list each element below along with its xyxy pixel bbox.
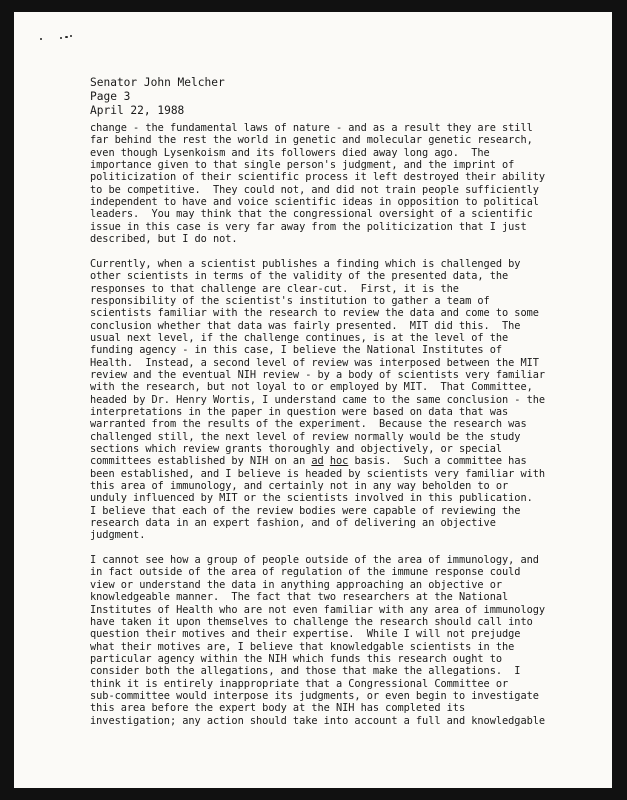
text-line: Institutes of Health who are not even familiar with any area of immunology <box>90 603 546 616</box>
text-line: interpretations in the paper in question were based on data that was <box>90 405 509 418</box>
text-line: funding agency - in this case, I believe the National Institutes of <box>90 344 503 357</box>
paragraph <box>90 258 564 542</box>
text-line: responsibility of the scientist's institution to gather a team of <box>90 294 490 307</box>
scan-speck <box>40 38 42 40</box>
text-line: view or understand the data in anything approaching an objective or <box>90 578 503 591</box>
text-line: been established, and I believe is headed by scientists very familiar with <box>90 467 546 480</box>
text-line: independent to have and voice scientific ideas in opposition to political <box>90 196 539 209</box>
text-line: far behind the rest the world in genetic and molecular genetic research, <box>90 134 533 147</box>
letter-page <box>14 12 612 788</box>
text-line: in fact outside of the area of regulation of the immune response could <box>90 566 521 579</box>
text-line: headed by Dr. Henry Wortis, I understand came to the same conclusion - the <box>90 393 546 406</box>
text-line: issue in this case is very far away from the politicization that I just <box>90 220 527 233</box>
text-line: investigation; any action should take into account a full and knowledgable <box>90 714 546 727</box>
text-line: change - the fundamental laws of nature - and as a result they are still <box>90 122 533 134</box>
scan-speck <box>60 37 62 39</box>
text-line: leaders. You may think that the congressional oversight of a scientific <box>90 208 533 221</box>
text-line: judgment. <box>90 529 146 542</box>
text-line: conclusion whether that data was fairly presented. MIT did this. The <box>90 319 521 332</box>
text-line: with the research, but not loyal to or employed by MIT. That Committee, <box>90 381 533 394</box>
text-line: have taken it upon themselves to challenge the research should call into <box>90 615 533 628</box>
text-line: warranted from the results of the experiment. Because the research was <box>90 418 527 431</box>
text-line: think it is entirely inappropriate that a Congressional Committee or <box>90 677 509 690</box>
text-line: particular agency within the NIH which funds this research ought to <box>90 652 503 665</box>
text-line: responses to that challenge are clear-cut. First, it is the <box>90 282 459 295</box>
text-line: I cannot see how a group of people outside of the area of immunology, and <box>90 554 539 567</box>
text-line: consider both the allegations, and those that make the allegations. I <box>90 665 521 678</box>
letter-date: April 22, 1988 <box>90 104 185 117</box>
page-number: Page 3 <box>90 90 131 103</box>
text-line: to be competitive. They could not, and did not train people sufficiently <box>90 183 539 196</box>
text-line: described, but I do not. <box>90 233 238 246</box>
text-line: sub-committee would interpose its judgments, or even begin to investigate <box>90 689 539 702</box>
text-line: challenged still, the next level of review normally would be the study <box>90 430 521 443</box>
text-line: even though Lysenkoism and its followers died away long ago. The <box>90 146 490 159</box>
text-line: importance given to that single person's judgment, and the imprint of <box>90 159 515 172</box>
text-line: this area before the expert body at the NIH has completed its <box>90 702 466 715</box>
paragraph <box>90 554 564 727</box>
text-line: unduly influenced by MIT or the scientists involved in this publication. <box>90 492 533 505</box>
text-line: this area of immunology, and certainly not in any way beholden to or <box>90 480 509 493</box>
paragraph <box>90 122 564 245</box>
text-line: Currently, when a scientist publishes a finding which is challenged by <box>90 257 521 270</box>
text-line: politicization of their scientific process it left destroyed their ability <box>90 171 546 184</box>
scan-speck <box>70 35 72 37</box>
text-line: review and the eventual NIH review - by a body of scientists very familiar <box>90 368 546 381</box>
text-line: other scientists in terms of the validity of the presented data, the <box>90 270 509 283</box>
text-line: I believe that each of the review bodies were capable of reviewing the <box>90 504 521 517</box>
letter-body <box>90 122 564 739</box>
text-line: scientists familiar with the research to review the data and come to some <box>90 307 539 320</box>
text-line: knowledgeable manner. The fact that two researchers at the National <box>90 591 509 604</box>
text-line: usual next level, if the challenge continues, is at the level of the <box>90 331 509 344</box>
scan-speck <box>65 36 68 38</box>
text-line: sections which review grants thoroughly and objectively, or special <box>90 442 503 455</box>
recipient-name: Senator John Melcher <box>90 76 225 89</box>
text-line: Health. Instead, a second level of review was interposed between the MIT <box>90 356 539 369</box>
text-line: question their motives and their expertise. While I will not prejudge <box>90 628 521 641</box>
text-line: what their motives are, I believe that knowledgable scientists in the <box>90 640 515 653</box>
text-line: research data in an expert fashion, and of delivering an objective <box>90 517 496 530</box>
text-line: committees established by NIH on an ad hoc basis. Such a committee has <box>90 455 527 468</box>
letter-header <box>90 76 225 118</box>
